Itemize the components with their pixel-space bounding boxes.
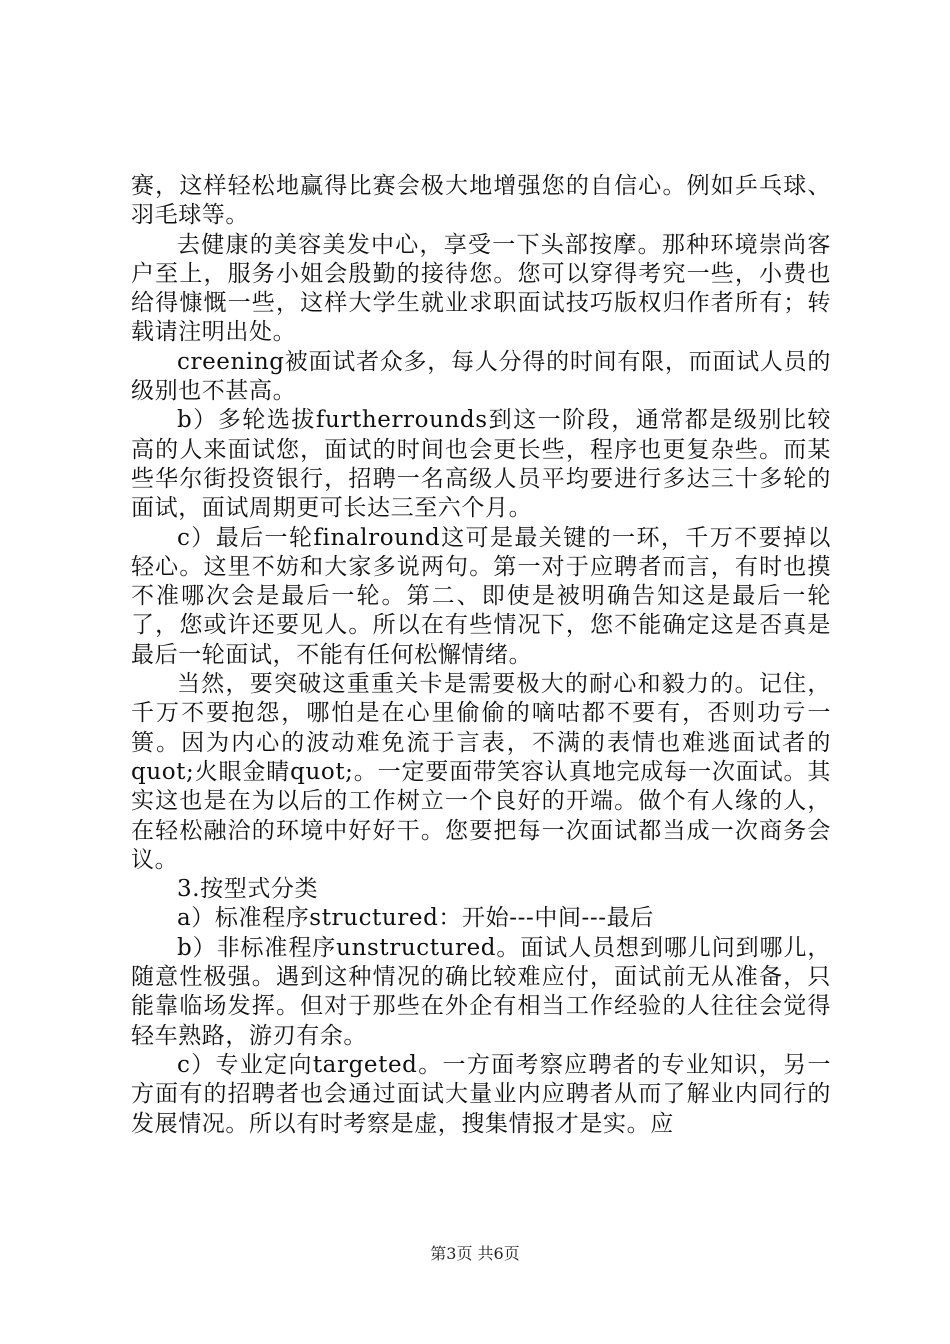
paragraph-4: b）多轮选拔furtherrounds到这一阶段，通常都是级别比较高的人来面试您，面试的时间也会更长些，程序也更复杂些。而某些华尔街投资银行，招聘一名高级人员平均要进行多达三十多轮的面试，面试周期更可长达三至六个月。 xyxy=(131,407,831,522)
paragraph-1: 赛，这样轻松地赢得比赛会极大地增强您的自信心。例如乒乓球、羽毛球等。 xyxy=(131,173,831,229)
paragraph-7: 3.按型式分类 xyxy=(177,876,319,903)
paragraph-10: c）专业定向targeted。一方面考察应聘者的专业知识，另一方面有的招聘者也会通过面试大量业内应聘者从而了解业内同行的发展情况。所以有时考察是虚，搜集情报才是实。应 xyxy=(131,1051,831,1137)
paragraph-8: a）标准程序structured：开始---中间---最后 xyxy=(177,905,654,932)
paragraph-9: b）非标准程序unstructured。面试人员想到哪儿问到哪儿，随意性极强。遇到这种情况的确比较难应付，面试前无从准备，只能靠临场发挥。但对于那些在外企有相当工作经验的人往往会觉得轻车熟路，游刃有余。 xyxy=(131,934,831,1049)
paragraph-5: c）最后一轮finalround这可是最关键的一环，千万不要掉以轻心。这里不妨和大家多说两句。第一对于应聘者而言，有时也摸不准哪次会是最后一轮。第二、即使是被明确告知这是最后一轮了，您或许还要见人。所以在有些情况下，您不能确定这是否真是最后一轮面试，不能有任何松懈情绪。 xyxy=(131,524,831,668)
paragraph-3: creening被面试者众多，每人分得的时间有限，而面试人员的级别也不甚高。 xyxy=(131,348,831,405)
document-body xyxy=(131,172,831,1139)
page-footer: 第3页 共6页 xyxy=(430,1244,520,1263)
paragraph-6: 当然，要突破这重重关卡是需要极大的耐心和毅力的。记住，千万不要抱怨，哪怕是在心里偷偷的嘀咕都不要有，否则功亏一篑。因为内心的波动难免流于言表，不满的表情也难逃面试者的quot;火眼金睛quot;。一定要面带笑容认真地完成每一次面试。其实这也是在为以后的工作树立一个良好的开端。做个有人缘的人，在轻松融洽的环境中好好干。您要把每一次面试都当成一次商务会议。 xyxy=(131,671,831,873)
paragraph-2: 去健康的美容美发中心，享受一下头部按摩。那种环境崇尚客户至上，服务小姐会殷勤的接待您。您可以穿得考究一些，小费也给得慷慨一些，这样大学生就业求职面试技巧版权归作者所有；转载请注明出处。 xyxy=(131,231,831,346)
